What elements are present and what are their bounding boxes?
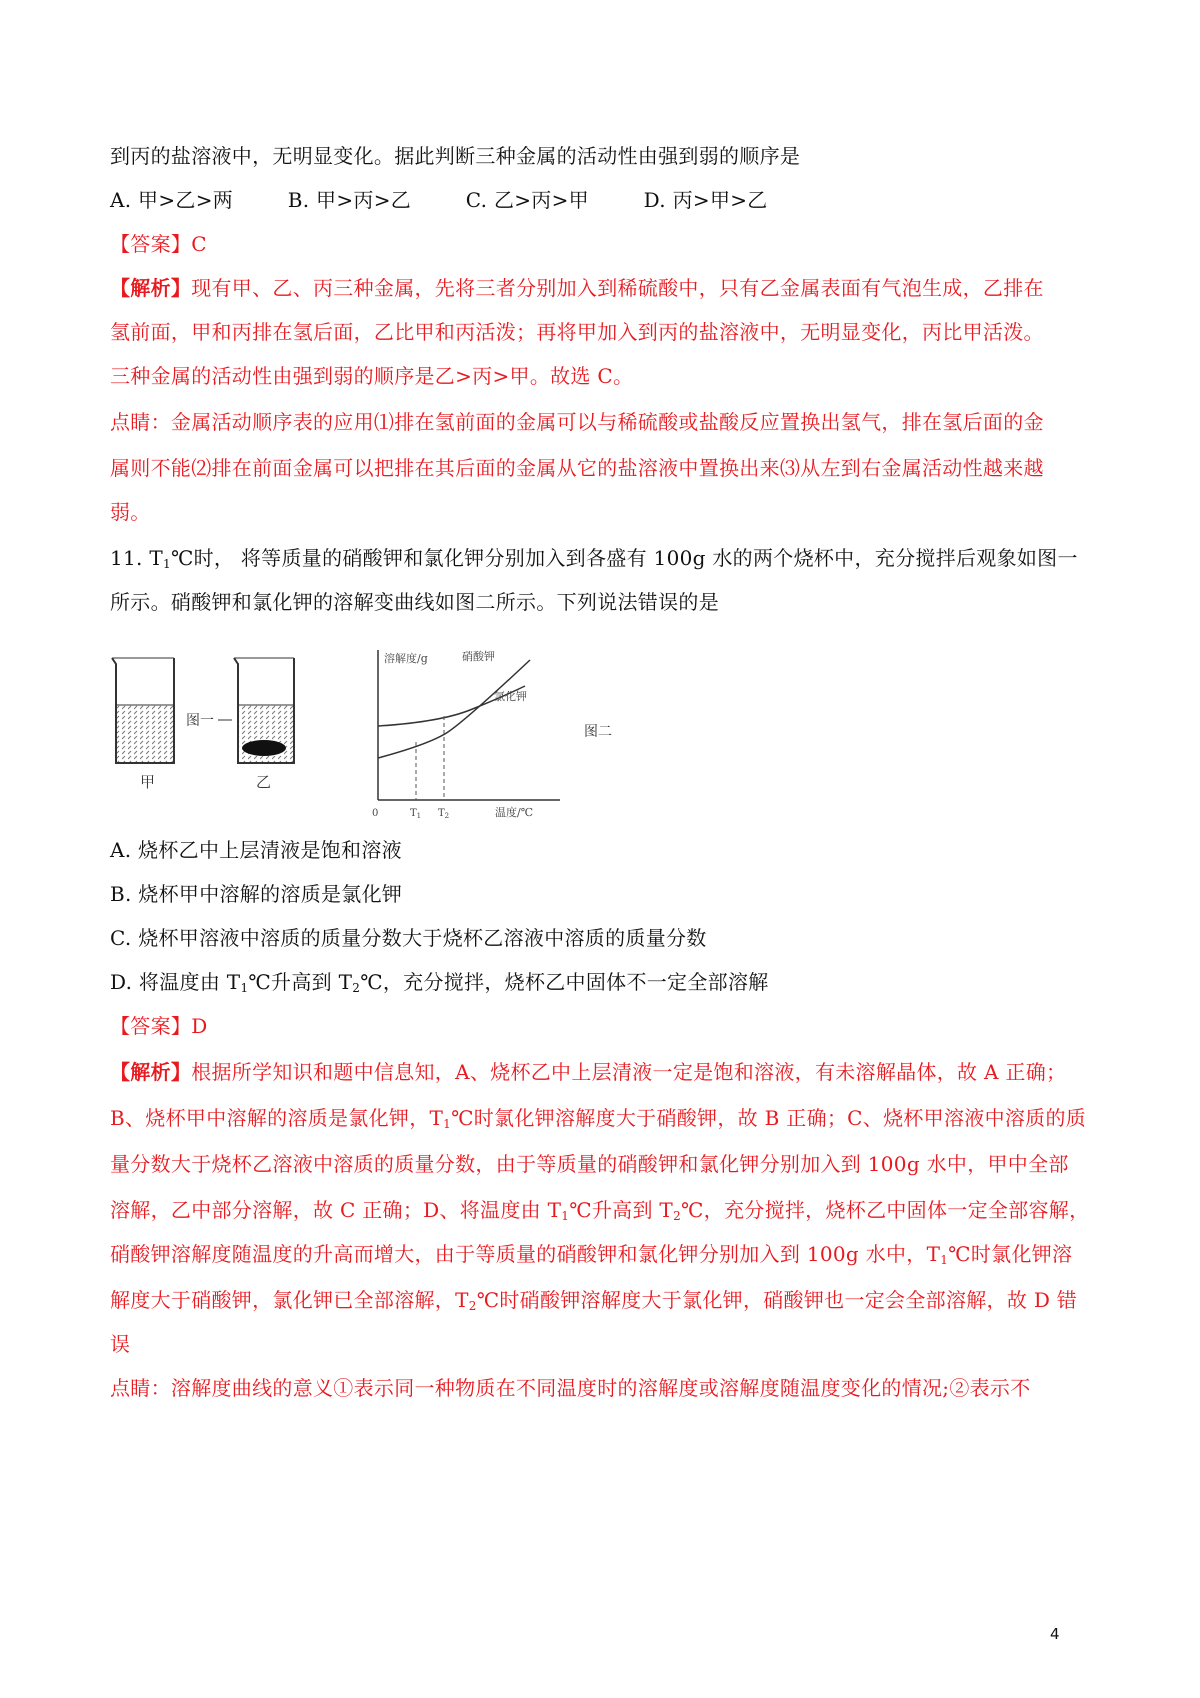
y-axis-label: 溶解度/g	[384, 652, 428, 665]
q10-option-b: B. 甲>丙>乙	[287, 188, 412, 212]
q11-answer: 【答案】D	[110, 1014, 208, 1038]
x-axis-label: 温度/℃	[495, 806, 534, 819]
undissolved-solid	[242, 740, 286, 756]
q11-stem-line-2: 所示。硝酸钾和氯化钾的溶解变曲线如图二所示。下列说法错误的是	[110, 590, 719, 614]
q11-option-d: D. 将温度由 $T_1℃$升高到 $T_2℃$，充分搅拌，烧杯乙中固体不一定全部溶解	[110, 970, 769, 995]
beaker-yi	[234, 658, 294, 763]
beaker-jia	[112, 658, 174, 763]
q10-answer: 【答案】C	[110, 232, 207, 256]
beaker-yi-label: 乙	[256, 773, 272, 791]
q11-option-b: B. 烧杯甲中溶解的溶质是氯化钾	[110, 882, 403, 906]
q10-analysis-line-1: 【解析】现有甲、乙、丙三种金属，先将三者分别加入到稀硫酸中，只有乙金属表面有气泡生成，乙排在	[110, 276, 1044, 300]
t2-tick-label: $T_2$	[438, 808, 450, 820]
q10-option-c: C. 乙>丙>甲	[465, 188, 589, 212]
origin-label: 0	[372, 808, 379, 819]
q10-tip-line-1: 点睛：金属活动顺序表的应用⑴排在氢前面的金属可以与稀硫酸或盐酸反应置换出氢气，排在氢后面的金	[110, 410, 1044, 434]
q11-tip: 点睛：溶解度曲线的意义①表示同一种物质在不同温度时的溶解度或溶解度随温度变化的情况;②表示不	[110, 1376, 1031, 1400]
q10-options	[110, 186, 1100, 214]
q11-option-a: A. 烧杯乙中上层清液是饱和溶液	[110, 838, 402, 862]
q11-analysis-line-3: 量分数大于烧杯乙溶液中溶质的质量分数，由于等质量的硝酸钾和氯化钾分别加入到 100g 水中，甲中全部	[110, 1152, 1069, 1176]
solubility-chart	[372, 650, 612, 820]
curve-potassium-nitrate	[378, 660, 530, 758]
q10-analysis-line-3: 三种金属的活动性由强到弱的顺序是乙>丙>甲。故选 C。	[110, 364, 634, 388]
q11-analysis-line-2: B、烧杯甲中溶解的溶质是氯化钾，$T_1℃$时氯化钾溶解度大于硝酸钾，故 B 正确；C、烧杯甲溶液中溶质的质	[110, 1106, 1087, 1131]
q11-analysis-line-4: 溶解，乙中部分溶解，故 C 正确；D、将温度由 $T_1℃$升高到 $T_2℃$，充分搅拌，烧杯乙中固体一定全部容解，	[110, 1198, 1090, 1223]
q10-option-a: A. 甲>乙>两	[110, 188, 234, 212]
q11-analysis-line-5: 硝酸钾溶解度随温度的升高而增大，由于等质量的硝酸钾和氯化钾分别加入到 100g 水中，$T_1℃$时氯化钾溶	[110, 1242, 1073, 1267]
q11-analysis-line-1: 【解析】根据所学知识和题中信息知，A、烧杯乙中上层清液一定是饱和溶液，有未溶解晶体，故 A 正确；	[110, 1060, 1067, 1084]
figure-1-label: 图一	[186, 713, 214, 729]
q11-option-c: C. 烧杯甲溶液中溶质的质量分数大于烧杯乙溶液中溶质的质量分数	[110, 926, 707, 950]
q10-tip-line-2: 属则不能⑵排在前面金属可以把排在其后面的金属从它的盐溶液中置换出来⑶从左到右金属活动性越来越	[110, 456, 1044, 480]
q11-analysis-label: 【解析】	[110, 1060, 192, 1084]
beaker-jia-label: 甲	[140, 773, 156, 791]
q10-stem-continuation: 到丙的盐溶液中，无明显变化。据此判断三种金属的活动性由强到弱的顺序是	[110, 144, 801, 168]
q11-analysis-line-7: 误	[110, 1332, 131, 1356]
q10-analysis-line-2: 氢前面，甲和丙排在氢后面，乙比甲和丙活泼；再将甲加入到丙的盐溶液中，无明显变化，丙比甲活泼。	[110, 320, 1044, 344]
page-number: 4	[1050, 1625, 1060, 1643]
t1-tick-label: $T_1$	[410, 808, 422, 820]
q11-figure	[110, 650, 670, 830]
curve-label-potassium-chloride: 氯化钾	[494, 690, 527, 703]
q10-option-d: D. 丙>甲>乙	[643, 188, 768, 212]
curve-label-potassium-nitrate: 硝酸钾	[462, 650, 495, 663]
q10-tip-line-3: 弱。	[110, 500, 151, 524]
q11-stem-line-1: 11. $T_1℃$时， 将等质量的硝酸钾和氯化钾分别加入到各盛有 100g 水的两个烧杯中，充分搅拌后观象如图一	[110, 546, 1078, 571]
figure-2-label: 图二	[584, 724, 612, 740]
q10-analysis-label: 【解析】	[110, 276, 192, 300]
q11-analysis-line-6: 解度大于硝酸钾，氯化钾已全部溶解，$T_2℃$时硝酸钾溶解度大于氯化钾，硝酸钾也一定会全部溶解，故 D 错	[110, 1288, 1078, 1313]
